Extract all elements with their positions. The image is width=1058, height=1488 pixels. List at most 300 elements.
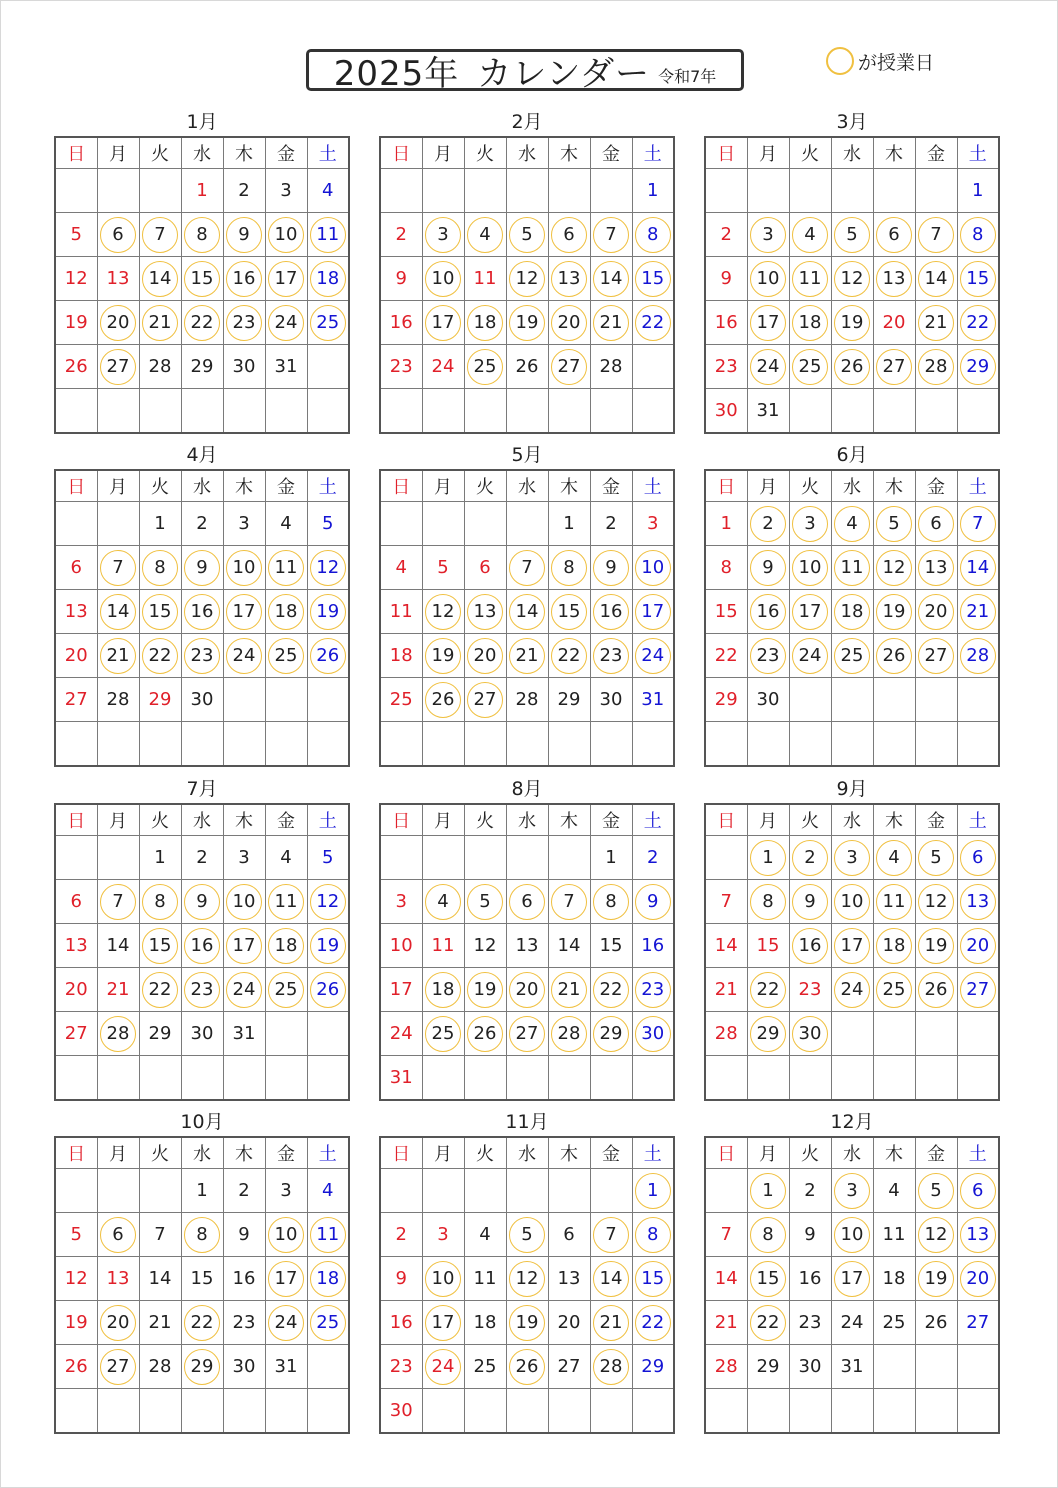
day-cell [464, 213, 506, 257]
week-row [55, 169, 349, 213]
day-cell [139, 880, 181, 924]
day-cell [55, 880, 97, 924]
day-cell [705, 345, 747, 389]
day-cell [55, 924, 97, 968]
class-day-number: 22 [750, 1305, 786, 1341]
day-cell [957, 257, 999, 301]
class-day-number: 18 [310, 261, 346, 297]
day-cell [181, 634, 223, 678]
day-number: 31 [274, 356, 298, 377]
class-day-number: 28 [551, 1016, 587, 1052]
day-cell [380, 345, 422, 389]
day-cell [747, 1345, 789, 1389]
class-day-number: 3 [834, 840, 870, 876]
month-table [704, 803, 1000, 1101]
day-number: 2 [804, 1180, 816, 1201]
day-number: 23 [798, 1312, 822, 1333]
day-number: 28 [148, 356, 172, 377]
day-cell [464, 1056, 506, 1101]
day-cell [265, 1345, 307, 1389]
day-cell [957, 836, 999, 880]
class-day-number: 14 [593, 1261, 629, 1297]
day-cell [590, 678, 632, 722]
day-cell [789, 389, 831, 434]
day-number: 29 [557, 689, 581, 710]
day-cell [380, 257, 422, 301]
class-day-number: 29 [184, 1349, 220, 1385]
weekday-header: 土 [957, 137, 999, 169]
week-row [55, 301, 349, 345]
day-cell [181, 1056, 223, 1101]
day-cell [705, 169, 747, 213]
day-number: 30 [190, 1023, 214, 1044]
day-cell [590, 1056, 632, 1101]
class-day-number: 9 [184, 550, 220, 586]
day-cell [548, 1213, 590, 1257]
day-cell [55, 546, 97, 590]
class-day-number: 18 [268, 928, 304, 964]
class-day-number: 21 [142, 305, 178, 341]
class-day-number: 25 [792, 349, 828, 385]
class-day-number: 26 [509, 1349, 545, 1385]
week-row [55, 546, 349, 590]
week-row [55, 1169, 349, 1213]
day-cell [747, 1056, 789, 1101]
day-number: 29 [148, 689, 172, 710]
day-cell [422, 924, 464, 968]
class-day-number: 12 [918, 884, 954, 920]
day-cell [590, 590, 632, 634]
day-cell [223, 345, 265, 389]
day-cell [380, 502, 422, 546]
week-row [380, 1056, 674, 1101]
day-cell [97, 1213, 139, 1257]
day-cell [181, 836, 223, 880]
day-cell [422, 1345, 464, 1389]
day-cell [632, 389, 674, 434]
day-cell [789, 1301, 831, 1345]
weekday-header: 水 [506, 137, 548, 169]
day-number: 3 [280, 180, 292, 201]
day-cell [307, 502, 349, 546]
day-number: 27 [966, 1312, 990, 1333]
day-cell [506, 1012, 548, 1056]
day-cell [223, 1213, 265, 1257]
class-day-number: 10 [635, 550, 671, 586]
day-cell [464, 1213, 506, 1257]
day-cell [139, 345, 181, 389]
day-number: 16 [389, 312, 413, 333]
day-cell [380, 880, 422, 924]
day-number: 24 [840, 1312, 864, 1333]
day-number: 4 [280, 847, 292, 868]
day-cell [380, 968, 422, 1012]
day-cell [705, 1345, 747, 1389]
weekday-header: 土 [632, 137, 674, 169]
class-day-number: 26 [467, 1016, 503, 1052]
class-day-number: 18 [467, 305, 503, 341]
day-cell [747, 213, 789, 257]
day-number: 21 [106, 979, 130, 1000]
day-cell [223, 1012, 265, 1056]
class-day-number: 5 [834, 217, 870, 253]
class-day-number: 4 [876, 840, 912, 876]
day-cell [55, 345, 97, 389]
day-cell [307, 634, 349, 678]
class-day-number: 19 [876, 594, 912, 630]
day-cell [506, 301, 548, 345]
day-cell [223, 502, 265, 546]
day-cell [55, 634, 97, 678]
day-number: 9 [720, 268, 732, 289]
day-cell [506, 836, 548, 880]
class-day-number: 20 [960, 1261, 996, 1297]
day-cell [139, 257, 181, 301]
day-cell [97, 1301, 139, 1345]
day-cell [223, 1257, 265, 1301]
day-cell [181, 1213, 223, 1257]
day-cell [307, 301, 349, 345]
day-cell [548, 722, 590, 767]
weekday-header: 火 [789, 470, 831, 502]
day-cell [915, 1257, 957, 1301]
day-number: 31 [274, 1356, 298, 1377]
class-day-number: 8 [635, 1217, 671, 1253]
day-cell [307, 924, 349, 968]
day-cell [957, 880, 999, 924]
day-number: 7 [720, 1224, 732, 1245]
day-number: 3 [238, 847, 250, 868]
day-number: 23 [798, 979, 822, 1000]
day-number: 1 [647, 180, 659, 201]
weekday-header: 月 [422, 470, 464, 502]
class-day-number: 6 [918, 506, 954, 542]
class-day-number: 16 [750, 594, 786, 630]
day-cell [139, 1301, 181, 1345]
day-cell [873, 678, 915, 722]
class-day-number: 8 [750, 884, 786, 920]
day-cell [831, 1345, 873, 1389]
day-cell [957, 1301, 999, 1345]
week-row [380, 678, 674, 722]
weekday-header: 金 [265, 1137, 307, 1169]
day-cell [747, 389, 789, 434]
day-cell [789, 1169, 831, 1213]
day-cell [873, 1301, 915, 1345]
week-row [55, 1213, 349, 1257]
day-cell [422, 1213, 464, 1257]
class-day-number: 11 [792, 261, 828, 297]
day-number: 1 [605, 847, 617, 868]
day-cell [265, 345, 307, 389]
class-day-number: 7 [918, 217, 954, 253]
class-day-number: 4 [834, 506, 870, 542]
day-cell [590, 1169, 632, 1213]
day-cell [831, 1301, 873, 1345]
day-number: 3 [437, 1224, 449, 1245]
class-day-number: 3 [425, 217, 461, 253]
day-cell [422, 634, 464, 678]
day-number: 27 [64, 1023, 88, 1044]
day-cell [422, 1301, 464, 1345]
day-cell [915, 389, 957, 434]
week-row [705, 590, 999, 634]
day-cell [705, 1213, 747, 1257]
day-cell [97, 345, 139, 389]
class-day-number: 13 [551, 261, 587, 297]
day-cell [181, 1389, 223, 1434]
day-cell [181, 968, 223, 1012]
day-cell [915, 546, 957, 590]
class-day-number: 25 [268, 638, 304, 674]
day-cell [55, 257, 97, 301]
class-day-number: 19 [509, 1305, 545, 1341]
week-row [705, 301, 999, 345]
week-row [380, 836, 674, 880]
day-cell [831, 1056, 873, 1101]
weekday-header: 月 [422, 137, 464, 169]
day-cell [590, 213, 632, 257]
class-day-number: 24 [425, 1349, 461, 1385]
week-row [55, 678, 349, 722]
class-day-number: 22 [635, 305, 671, 341]
week-row [380, 301, 674, 345]
week-row [55, 722, 349, 767]
week-row [55, 634, 349, 678]
class-day-number: 13 [467, 594, 503, 630]
day-cell [223, 678, 265, 722]
day-cell [873, 924, 915, 968]
week-row [380, 1213, 674, 1257]
day-cell [307, 1345, 349, 1389]
day-cell [97, 502, 139, 546]
class-day-number: 9 [226, 217, 262, 253]
day-cell [632, 301, 674, 345]
weekday-header: 月 [747, 1137, 789, 1169]
class-day-number: 8 [593, 884, 629, 920]
day-cell [705, 1012, 747, 1056]
day-cell [831, 389, 873, 434]
weekday-header: 日 [55, 804, 97, 836]
day-cell [307, 345, 349, 389]
day-cell [97, 389, 139, 434]
weekday-header: 火 [789, 1137, 831, 1169]
weekday-header: 木 [223, 470, 265, 502]
day-cell [831, 1012, 873, 1056]
day-cell [915, 1213, 957, 1257]
weekday-header-row [705, 804, 999, 836]
day-cell [831, 502, 873, 546]
day-cell [548, 169, 590, 213]
week-row [705, 924, 999, 968]
class-day-number: 16 [184, 928, 220, 964]
day-number: 26 [64, 1356, 88, 1377]
class-day-number: 10 [834, 1217, 870, 1253]
day-cell [55, 1213, 97, 1257]
class-day-number: 27 [960, 972, 996, 1008]
day-cell [957, 1345, 999, 1389]
day-cell [915, 1345, 957, 1389]
day-cell [789, 345, 831, 389]
class-day-number: 19 [834, 305, 870, 341]
day-number: 23 [389, 356, 413, 377]
day-number: 24 [389, 1023, 413, 1044]
class-day-number: 4 [467, 217, 503, 253]
day-cell [506, 213, 548, 257]
day-cell [873, 634, 915, 678]
class-day-number: 8 [184, 217, 220, 253]
day-cell [506, 1257, 548, 1301]
weekday-header: 日 [380, 1137, 422, 1169]
day-cell [265, 301, 307, 345]
day-cell [590, 1389, 632, 1434]
class-day-number: 25 [834, 638, 870, 674]
day-cell [957, 1169, 999, 1213]
class-day-number: 17 [635, 594, 671, 630]
weekday-header: 日 [705, 804, 747, 836]
class-day-number: 10 [750, 261, 786, 297]
month-7 [54, 775, 350, 1101]
day-cell [915, 1056, 957, 1101]
weekday-header-row [55, 1137, 349, 1169]
day-number: 11 [473, 1268, 497, 1289]
day-cell [506, 1056, 548, 1101]
class-day-number: 8 [635, 217, 671, 253]
day-cell [55, 1012, 97, 1056]
class-day-number: 27 [100, 1349, 136, 1385]
day-cell [632, 590, 674, 634]
week-row [55, 924, 349, 968]
day-cell [789, 924, 831, 968]
class-day-number: 13 [876, 261, 912, 297]
day-cell [957, 213, 999, 257]
class-day-number: 14 [918, 261, 954, 297]
day-number: 22 [714, 645, 738, 666]
day-cell [957, 345, 999, 389]
class-day-number: 10 [834, 884, 870, 920]
class-day-number: 29 [750, 1016, 786, 1052]
day-number: 11 [431, 935, 455, 956]
day-cell [831, 1257, 873, 1301]
day-cell [831, 1389, 873, 1434]
class-day-number: 15 [551, 594, 587, 630]
weekday-header: 火 [139, 137, 181, 169]
class-day-number: 12 [425, 594, 461, 630]
day-cell [307, 1257, 349, 1301]
day-cell [464, 836, 506, 880]
week-row [55, 1345, 349, 1389]
day-number: 13 [515, 935, 539, 956]
class-day-number: 20 [918, 594, 954, 630]
class-day-number: 25 [310, 1305, 346, 1341]
day-cell [747, 301, 789, 345]
day-cell [139, 634, 181, 678]
class-day-number: 10 [792, 550, 828, 586]
day-cell [705, 389, 747, 434]
class-day-number: 19 [467, 972, 503, 1008]
day-cell [307, 968, 349, 1012]
day-cell [464, 169, 506, 213]
class-day-number: 7 [593, 217, 629, 253]
weekday-header: 木 [223, 137, 265, 169]
day-cell [223, 924, 265, 968]
day-cell [873, 301, 915, 345]
day-cell [464, 968, 506, 1012]
week-row [55, 1257, 349, 1301]
weekday-header: 月 [422, 1137, 464, 1169]
day-number: 29 [756, 1356, 780, 1377]
class-day-number: 11 [268, 550, 304, 586]
month-12 [704, 1108, 1000, 1434]
day-cell [55, 836, 97, 880]
class-day-number: 13 [960, 884, 996, 920]
day-cell [747, 1213, 789, 1257]
day-number: 18 [882, 1268, 906, 1289]
day-cell [181, 169, 223, 213]
class-day-number: 16 [184, 594, 220, 630]
day-cell [873, 546, 915, 590]
day-cell [380, 1389, 422, 1434]
weekday-header: 日 [380, 137, 422, 169]
class-day-number: 25 [425, 1016, 461, 1052]
day-cell [915, 678, 957, 722]
day-cell [464, 1257, 506, 1301]
day-cell [380, 1056, 422, 1101]
day-cell [548, 389, 590, 434]
day-number: 29 [714, 689, 738, 710]
day-cell [307, 546, 349, 590]
day-cell [705, 1169, 747, 1213]
day-number: 27 [64, 689, 88, 710]
day-cell [422, 1012, 464, 1056]
weekday-header: 水 [181, 804, 223, 836]
class-day-number: 21 [960, 594, 996, 630]
weekday-header: 木 [548, 804, 590, 836]
day-cell [831, 546, 873, 590]
week-row [380, 590, 674, 634]
class-day-number: 8 [142, 884, 178, 920]
day-number: 4 [322, 1180, 334, 1201]
day-number: 29 [641, 1356, 665, 1377]
day-number: 28 [714, 1356, 738, 1377]
day-cell [632, 1257, 674, 1301]
day-number: 4 [280, 513, 292, 534]
class-day-number: 18 [792, 305, 828, 341]
day-cell [223, 836, 265, 880]
day-cell [139, 213, 181, 257]
class-day-number: 11 [876, 884, 912, 920]
weekday-header: 土 [307, 804, 349, 836]
class-day-number: 10 [226, 884, 262, 920]
class-day-number: 21 [100, 638, 136, 674]
day-cell [506, 880, 548, 924]
day-cell [139, 169, 181, 213]
class-day-number: 1 [750, 840, 786, 876]
week-row [380, 968, 674, 1012]
day-cell [957, 590, 999, 634]
week-row [55, 1389, 349, 1434]
class-day-number: 10 [425, 261, 461, 297]
day-cell [548, 257, 590, 301]
day-cell [632, 678, 674, 722]
weekday-header: 水 [831, 804, 873, 836]
day-cell [705, 836, 747, 880]
class-day-number: 20 [509, 972, 545, 1008]
week-row [380, 722, 674, 767]
day-number: 14 [714, 1268, 738, 1289]
day-number: 25 [473, 1356, 497, 1377]
weekday-header: 木 [548, 1137, 590, 1169]
